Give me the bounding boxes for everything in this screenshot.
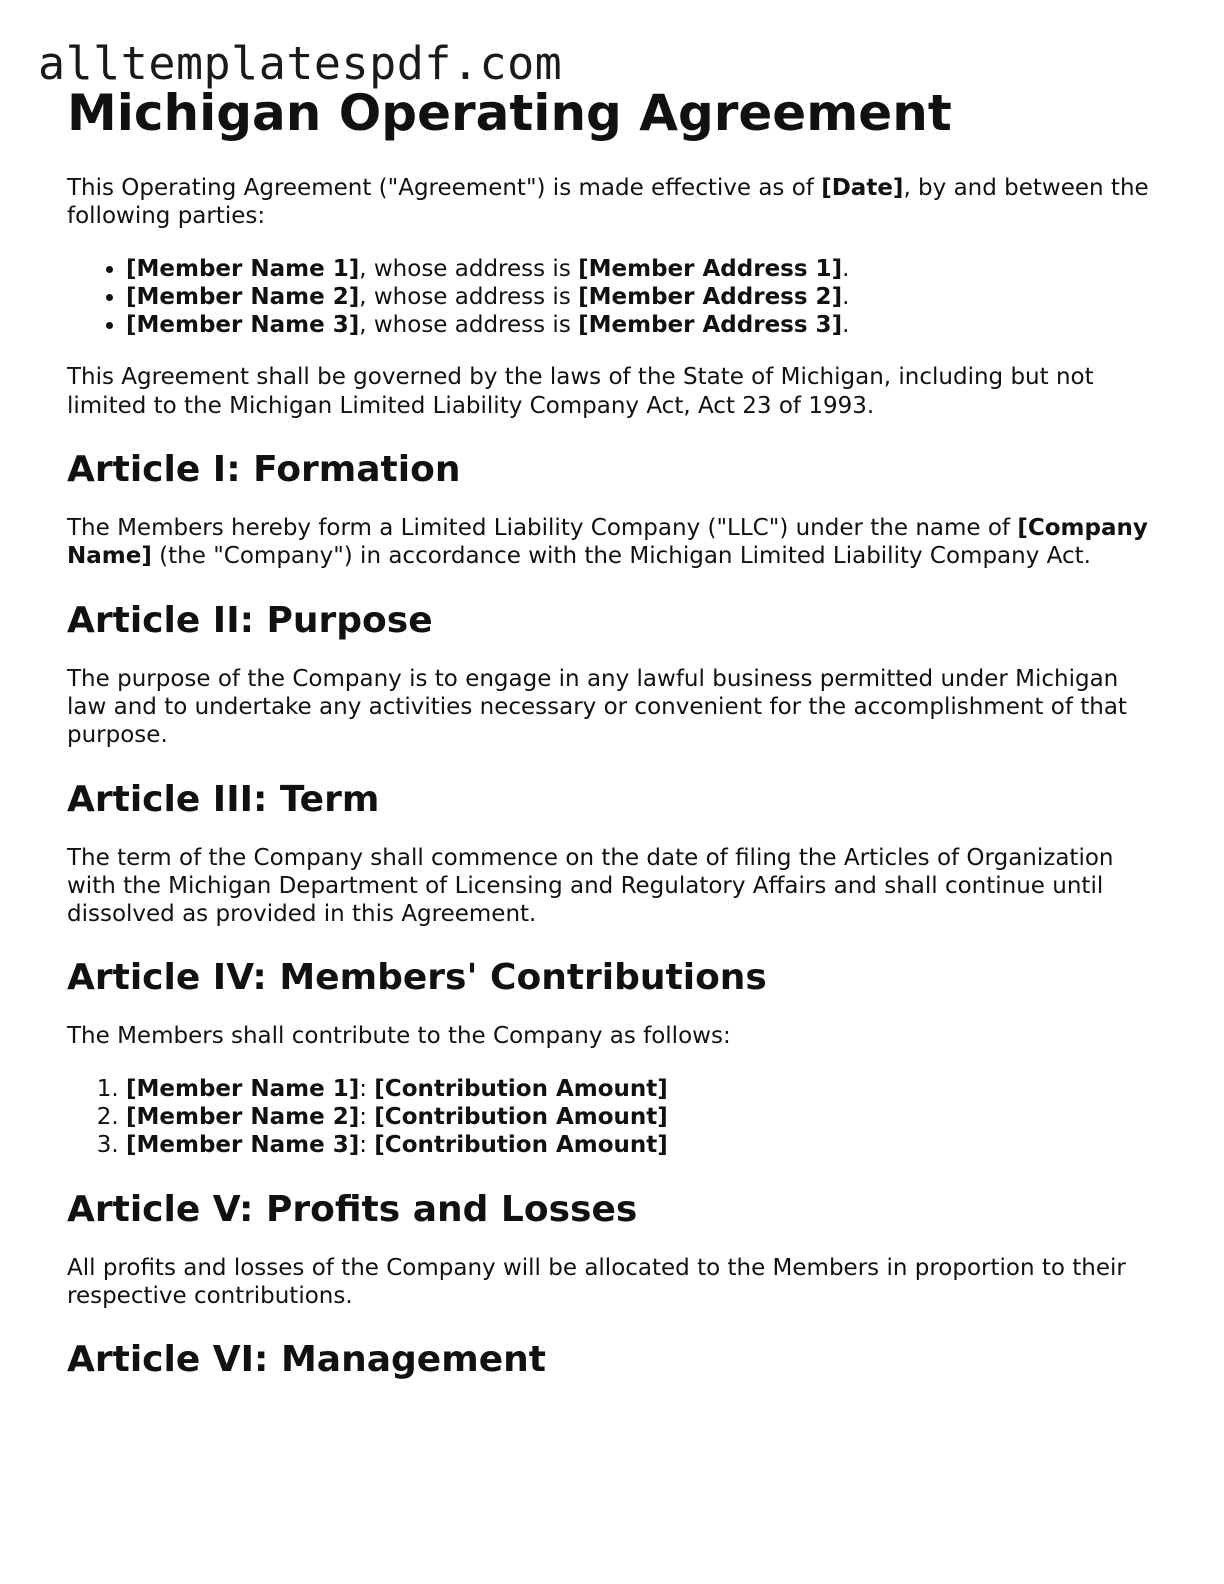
party-connector: , whose address is (359, 283, 579, 310)
contributions-list (67, 1075, 1157, 1160)
contribution-item (126, 1131, 1157, 1159)
contribution-member-name: [Member Name 3] (126, 1132, 360, 1159)
party-end: . (842, 255, 850, 282)
party-item (126, 283, 1157, 311)
party-connector: , whose address is (359, 255, 579, 282)
contribution-amount: [Contribution Amount] (374, 1104, 668, 1131)
document-title: Michigan Operating Agreement (67, 84, 952, 142)
article-5-heading: Article V: Profits and Losses (67, 1188, 638, 1230)
contribution-member-name: [Member Name 1] (126, 1075, 360, 1102)
article-6-heading: Article VI: Management (67, 1339, 546, 1381)
contribution-separator: : (359, 1104, 375, 1131)
article-4-heading: Article IV: Members' Contributions (67, 957, 767, 999)
article-2-paragraph: The purpose of the Company is to engage in any lawful business permitted under Michigan law and to undertake any activities necessary or convenient for the accomplishment of that purpose. (67, 665, 1127, 749)
article-1-heading: Article I: Formation (67, 449, 461, 491)
document-body (67, 82, 1157, 1382)
contribution-separator: : (359, 1132, 375, 1159)
intro-text-before: This Operating Agreement ("Agreement") is made effective as of (67, 175, 822, 201)
article-5-paragraph: All profits and losses of the Company will be allocated to the Members in proportion to their respective contributions. (67, 1254, 1126, 1309)
intro-text-after: , by and between the following parties: (67, 175, 1149, 230)
article-1-text-after: (the "Company") in accordance with the Michigan Limited Liability Company Act. (151, 543, 1091, 570)
party-name: [Member Name 2] (126, 283, 360, 310)
party-address: [Member Address 2] (578, 283, 843, 310)
article-1-text-before: The Members hereby form a Limited Liability Company ("LLC") under the name of (67, 515, 1018, 542)
article-4-paragraph: The Members shall contribute to the Company as follows: (67, 1023, 731, 1050)
contribution-item (126, 1103, 1157, 1131)
article-3-heading: Article III: Term (67, 778, 380, 820)
party-end: . (842, 312, 850, 339)
party-address: [Member Address 1] (578, 255, 843, 282)
party-name: [Member Name 3] (126, 312, 360, 339)
contribution-separator: : (359, 1075, 375, 1102)
party-item (126, 255, 1157, 283)
contribution-amount: [Contribution Amount] (374, 1132, 668, 1159)
article-1-paragraph (67, 514, 1157, 571)
contribution-member-name: [Member Name 2] (126, 1104, 360, 1131)
watermark: alltemplatespdf.com (38, 37, 563, 90)
intro-paragraph (67, 174, 1157, 231)
company-name-placeholder: [Company Name] (67, 515, 1148, 570)
party-address: [Member Address 3] (578, 312, 843, 339)
date-placeholder: [Date] (821, 175, 904, 201)
article-2-heading: Article II: Purpose (67, 599, 433, 641)
party-end: . (842, 283, 850, 310)
contribution-amount: [Contribution Amount] (374, 1075, 668, 1102)
governing-law-paragraph: This Agreement shall be governed by the laws of the State of Michigan, including but not limited to the Michigan Limited Liability Company Act, Act 23 of 1993. (67, 364, 1094, 419)
parties-list (67, 255, 1157, 340)
party-item (126, 311, 1157, 339)
contribution-item (126, 1075, 1157, 1103)
article-3-paragraph: The term of the Company shall commence on the date of filing the Articles of Organization with the Michigan Department of Licensing and Regulatory Affairs and shall continue until dissolved as provided in this Agreement. (67, 844, 1114, 928)
party-name: [Member Name 1] (126, 255, 360, 282)
party-connector: , whose address is (359, 312, 579, 339)
